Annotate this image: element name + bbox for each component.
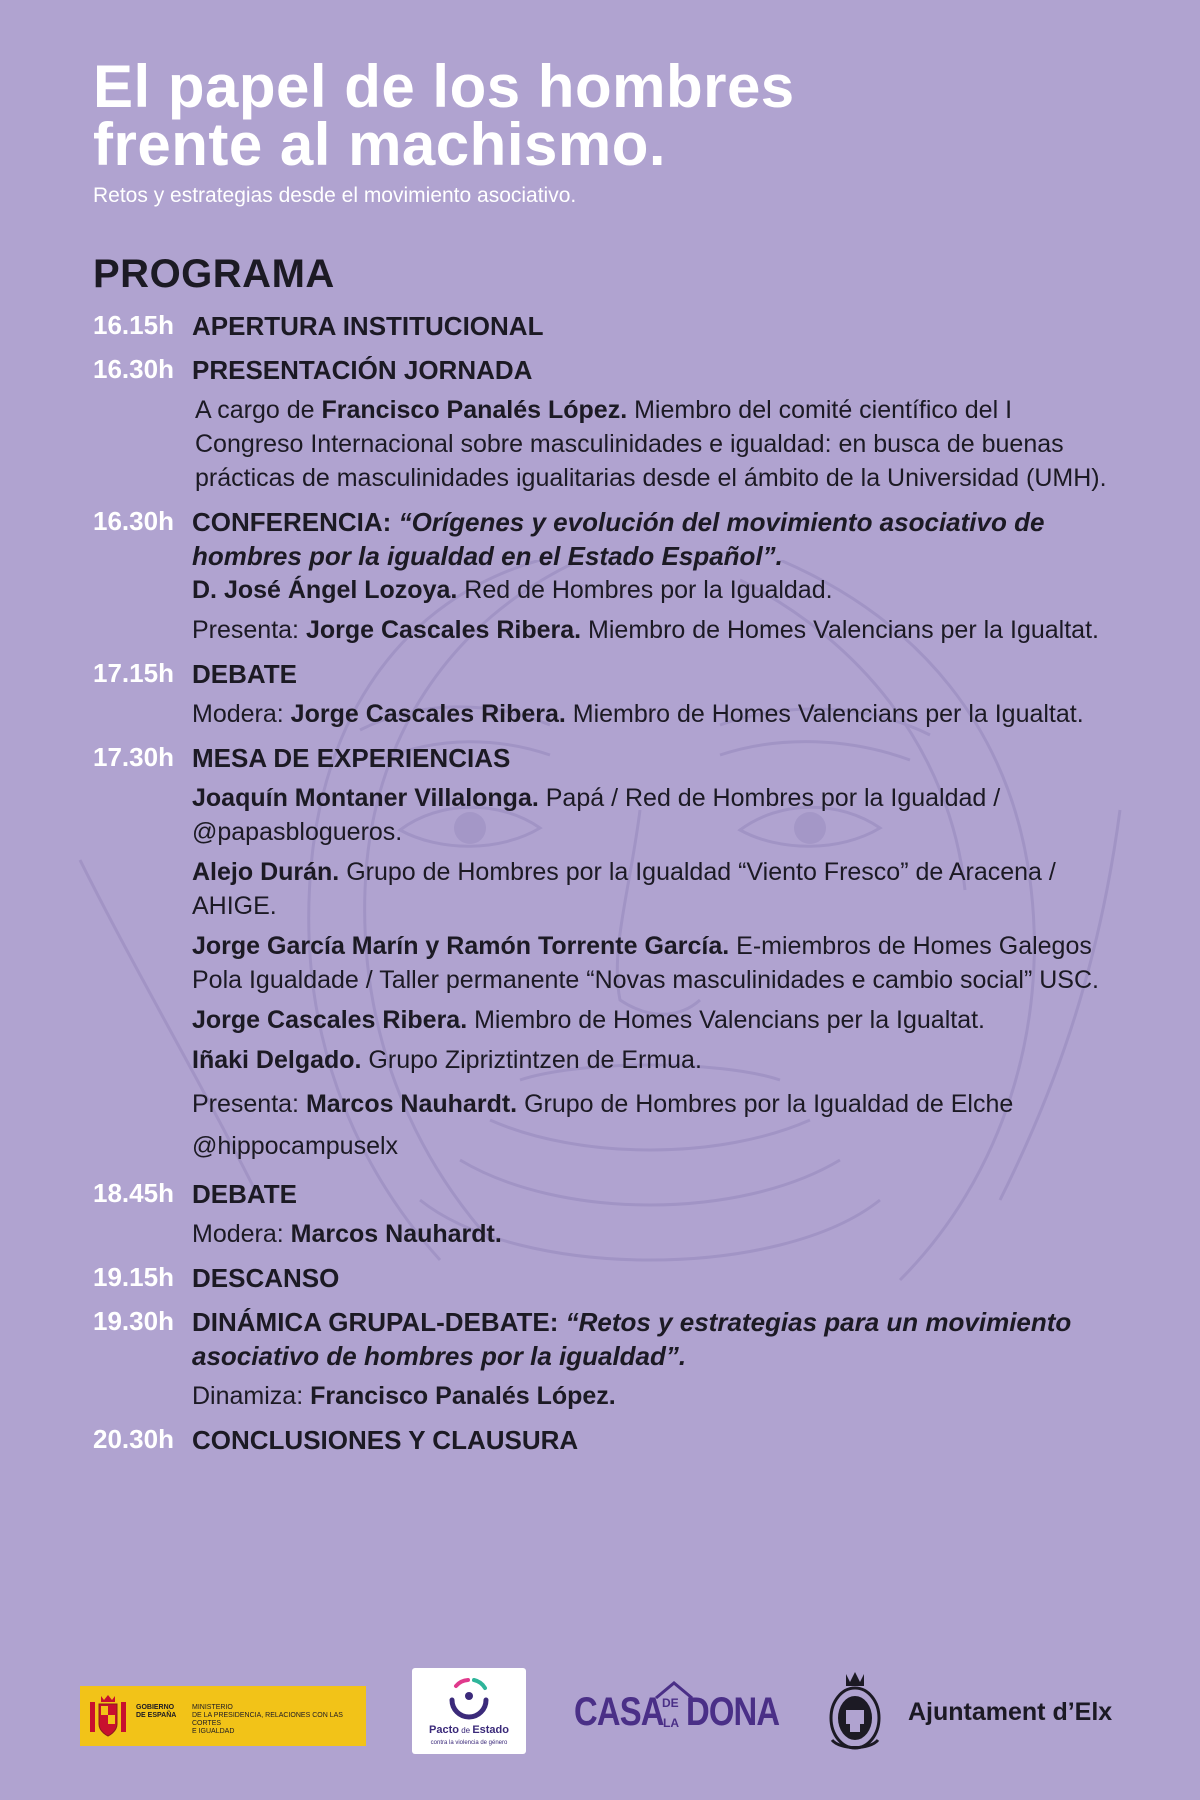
- elx-coat-of-arms-icon: [826, 1670, 884, 1754]
- program-item-debate-1: [93, 657, 1123, 731]
- speaker-role: Miembro de Homes Valencians per la Igualtat.: [581, 616, 1099, 644]
- item-title: APERTURA INSTITUCIONAL: [192, 311, 544, 341]
- pacto-name: [412, 1724, 526, 1736]
- item-title-label: CONFERENCIA:: [192, 507, 399, 537]
- title-line-2: frente al machismo.: [93, 111, 667, 178]
- item-moderator: [192, 1217, 1123, 1251]
- item-presenter: [192, 1083, 1123, 1167]
- item-time: 17.15h: [93, 658, 174, 688]
- program-item-apertura: [93, 309, 1123, 343]
- item-time: 20.30h: [93, 1424, 174, 1454]
- gobierno-line: GOBIERNO: [136, 1704, 175, 1711]
- speaker-role: Grupo de Hombres por la Igualdad de Elche @hippocampuselx: [192, 1090, 1014, 1160]
- item-title: DEBATE: [192, 1179, 297, 1209]
- speaker-name: Jorge Cascales Ribera.: [290, 700, 566, 728]
- program-item-dinamica: [93, 1305, 1123, 1413]
- item-time: 17.30h: [93, 742, 174, 772]
- text-prefix: Modera:: [192, 1220, 291, 1248]
- item-time: 16.15h: [93, 310, 174, 340]
- panelist: [192, 781, 1123, 849]
- program-item-debate-2: [93, 1177, 1123, 1251]
- pacto-word: Pacto: [429, 1724, 459, 1736]
- item-presenter: [192, 613, 1123, 647]
- speaker-name: Alejo Durán.: [192, 858, 340, 886]
- speaker-role: Miembro de Homes Valencians per la Igualtat.: [467, 1006, 986, 1034]
- program-item-clausura: [93, 1423, 1123, 1457]
- speaker-name: D. José Ángel Lozoya.: [192, 576, 458, 604]
- item-speaker: [192, 573, 1123, 607]
- item-title: DESCANSO: [192, 1263, 340, 1293]
- item-description: [192, 393, 1123, 495]
- speaker-role: Papá / Red de Hombres por la Igualdad / @papasblogueros.: [192, 784, 1001, 846]
- pacto-smile-icon: [444, 1676, 494, 1720]
- casa-la: LA: [663, 1716, 679, 1730]
- item-title: CONCLUSIONES Y CLAUSURA: [192, 1425, 579, 1455]
- item-time: 16.30h: [93, 354, 174, 384]
- speaker-name: Joaquín Montaner Villalonga.: [192, 784, 539, 812]
- pacto-word: Estado: [472, 1724, 509, 1736]
- panelist: [192, 1003, 1123, 1037]
- panelist: [192, 929, 1123, 997]
- speaker-name: Francisco Panalés López.: [310, 1382, 616, 1410]
- programa-heading: PROGRAMA: [93, 252, 335, 296]
- title-line-1: El papel de los hombres: [93, 53, 795, 120]
- item-time: 19.30h: [93, 1306, 174, 1336]
- speaker-name: Jorge García Marín y Ramón Torrente García.: [192, 932, 730, 960]
- pacto-tagline: contra la violencia de género: [430, 1740, 508, 1746]
- speaker-name: Jorge Cascales Ribera.: [192, 1006, 468, 1034]
- spain-coat-of-arms-icon: [88, 1692, 128, 1740]
- speaker-role: Miembro del comité científico del I Congreso Internacional sobre masculinidades e igualdad: en busca de buenas prácticas de masculinidades igualitarias desde el ámbito de la Universidad (UMH).: [195, 396, 1107, 492]
- speaker-name: Francisco Panalés López.: [321, 396, 628, 424]
- item-time: 19.15h: [93, 1262, 174, 1292]
- text-prefix: Presenta:: [192, 616, 306, 644]
- dona-word: DONA: [686, 1690, 780, 1734]
- speaker-role: E-miembros de Homes Galegos Pola Igualdade / Taller permanente “Novas masculinidades e cambio social” USC.: [192, 932, 1099, 994]
- casa-de-la-dona-logo: [574, 1680, 786, 1740]
- casa-de: DE: [662, 1696, 679, 1710]
- gobierno-ministerio-logo: [80, 1686, 366, 1746]
- item-title-label: DINÁMICA GRUPAL-DEBATE:: [192, 1307, 566, 1337]
- speaker-name: Iñaki Delgado.: [192, 1046, 362, 1074]
- pacto-de-estado-logo: [412, 1668, 526, 1754]
- poster-title: [93, 53, 1123, 178]
- item-facilitator: [192, 1379, 1123, 1413]
- text-prefix: Dinamiza:: [192, 1382, 311, 1410]
- pacto-connector: de: [458, 1726, 473, 1735]
- main-content: [93, 53, 1123, 1457]
- text-prefix: Presenta:: [192, 1090, 306, 1118]
- item-time: 18.45h: [93, 1178, 174, 1208]
- speaker-name: Jorge Cascales Ribera.: [305, 616, 582, 644]
- speaker-role: Miembro de Homes Valencians per la Igualtat.: [565, 700, 1084, 728]
- panelist: [192, 855, 1123, 923]
- text-prefix: A cargo de: [195, 396, 322, 424]
- program-item-descanso: [93, 1261, 1123, 1295]
- item-title: PRESENTACIÓN JORNADA: [192, 355, 533, 385]
- text-prefix: Modera:: [192, 700, 291, 728]
- speaker-role: Red de Hombres por la Igualdad.: [457, 576, 833, 604]
- program-item-mesa-experiencias: [93, 741, 1123, 1167]
- item-time: 16.30h: [93, 506, 174, 536]
- speaker-name: Marcos Nauhardt.: [290, 1220, 502, 1248]
- speaker-name: Marcos Nauhardt.: [305, 1090, 518, 1118]
- item-title: [192, 1305, 1123, 1373]
- casa-word: CASA: [574, 1690, 664, 1734]
- program-item-presentacion: [93, 353, 1123, 495]
- speaker-role: Grupo Zipriztintzen de Ermua.: [361, 1046, 702, 1074]
- ajuntament-elx-name: Ajuntament d’Elx: [908, 1698, 1113, 1726]
- poster-subtitle: Retos y estrategias desde el movimiento asociativo.: [93, 184, 577, 207]
- sponsor-logos: [0, 1664, 1200, 1756]
- conference-title: “Orígenes y evolución del movimiento asociativo de hombres por la igualdad en el Estado Español”.: [192, 507, 1045, 571]
- ministerio-line: E IGUALDAD: [192, 1728, 235, 1735]
- gobierno-line: DE ESPAÑA: [136, 1712, 177, 1719]
- item-title: MESA DE EXPERIENCIAS: [192, 743, 511, 773]
- item-moderator: [192, 697, 1123, 731]
- item-title: [192, 505, 1123, 573]
- ministerio-line: DE LA PRESIDENCIA, RELACIONES CON LAS CORTES: [192, 1712, 343, 1727]
- ministerio-text: [192, 1704, 362, 1736]
- session-title: “Retos y estrategias para un movimiento asociativo de hombres por la igualdad”.: [192, 1307, 1072, 1371]
- ajuntament-elx-logo: [826, 1670, 1126, 1754]
- ministerio-line: MINISTERIO: [192, 1704, 233, 1711]
- item-title: DEBATE: [192, 659, 297, 689]
- gobierno-text: [136, 1704, 176, 1720]
- speaker-role: Grupo de Hombres por la Igualdad “Viento Fresco” de Aracena / AHIGE.: [192, 858, 1056, 920]
- panelist: [192, 1043, 1123, 1077]
- program-item-conferencia: [93, 505, 1123, 647]
